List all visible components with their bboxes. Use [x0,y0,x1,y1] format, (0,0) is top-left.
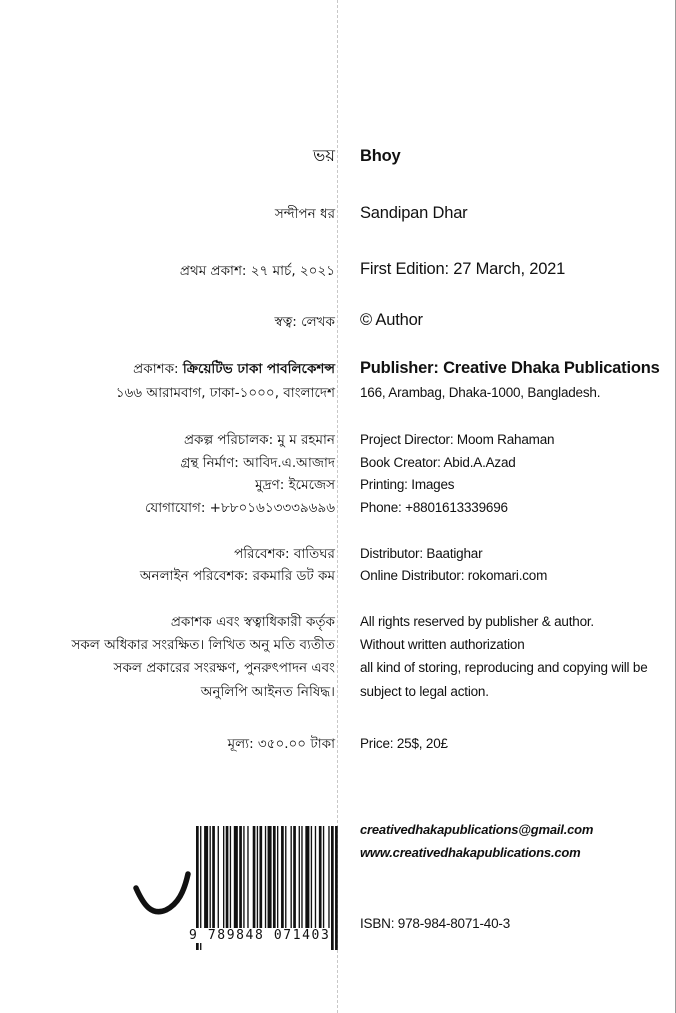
barcode-bar [301,826,302,938]
barcode-bar [323,826,324,938]
english-copyright: © Author [360,311,423,329]
barcode-bar [299,826,300,938]
barcode-bar [247,826,248,938]
bengali-rights-line: সকল প্রকারের সংরক্ষণ, পুনরুৎপাদন এবং [113,660,335,676]
english-publisher: Publisher: Creative Dhaka Publications [360,359,660,377]
bengali-printing: মুদ্রণ: ইমেজেস [255,477,335,493]
barcode-bar [212,826,215,938]
english-book-creator: Book Creator: Abid.A.Azad [360,455,516,470]
barcode-bar [223,826,224,938]
bengali-publisher-label: প্রকাশক: [133,361,179,377]
barcode-bar [293,826,296,938]
english-title: Bhoy [360,147,401,165]
bengali-rights-line: প্রকাশক এবং স্বত্বাধিকারী কর্তৃক [170,614,335,630]
english-isbn: ISBN: 978-984-8071-40-3 [360,916,510,931]
bengali-phone: যোগাযোগ: +৮৮০১৬১৩৩৩৯৬৯৬ [144,500,335,516]
barcode-digits: 9 789848 071403 [189,928,331,943]
barcode-bar [257,826,258,938]
bengali-online-distributor: অনলাইন পরিবেশক: রকমারি ডট কম [139,568,335,584]
barcode-bar [285,826,286,938]
barcode-bar [319,826,322,938]
english-distributor: Distributor: Baatighar [360,546,483,561]
barcode-bar [315,826,316,938]
barcode-bar [210,826,211,938]
english-printing: Printing: Images [360,477,455,492]
barcode-bar [273,826,276,938]
barcode-bar [305,826,309,938]
barcode-bar [328,826,329,938]
english-project-director: Project Director: Moom Rahaman [360,432,555,447]
bengali-publisher [133,360,335,378]
barcode-bar [204,826,208,938]
barcode-bar [243,826,244,938]
barcode-bar [277,826,278,938]
bengali-distributor: পরিবেশক: বাতিঘর [234,546,335,562]
english-rights-line: all kind of storing, reproducing and copying will be [360,660,648,675]
barcode-bar [291,826,292,938]
bengali-copyright: স্বত্ব: লেখক [274,314,335,330]
bengali-price: মূল্য: ৩৫০.০০ টাকা [227,736,335,752]
barcode-bar [234,826,238,938]
barcode-bar [230,826,231,938]
bengali-project-director: প্রকল্প পরিচালক: মু ম রহমান [183,432,335,448]
barcode-bar [268,826,272,938]
bengali-title: ভয় [312,146,335,165]
barcode-bar [253,826,256,938]
barcode-bar [335,826,338,950]
barcode-bar [259,826,262,938]
english-website: www.creativedhakapublications.com [360,845,581,860]
barcode-bar [311,826,312,938]
english-address: 166, Arambag, Dhaka-1000, Bangladesh. [360,385,601,400]
english-first-edition: First Edition: 27 March, 2021 [360,260,566,278]
english-author: Sandipan Dhar [360,204,468,222]
bengali-rights-line: সকল অধিকার সংরক্ষিত। লিখিত অনু মতি ব্যতীত [71,637,335,653]
bengali-publisher-name: ক্রিয়েটিভ ঢাকা পাবলিকেশন্স [182,361,335,377]
bengali-rights-line: অনুলিপি আইনত নিষিদ্ধ। [200,684,335,700]
bengali-book-creator: গ্রন্থ নির্মাণ: আবিদ.এ.আজাদ [180,455,335,471]
barcode-bar [239,826,242,938]
english-online-distributor: Online Distributor: rokomari.com [360,568,548,583]
bengali-author: সন্দীপন ধর [274,206,335,222]
bengali-first-edition: প্রথম প্রকাশ: ২৭ মার্চ, ২০২১ [179,263,335,279]
bengali-address: ১৬৬ আরামবাগ, ঢাকা-১০০০, বাংলাদেশ [115,385,335,401]
barcode-bar [265,826,266,938]
english-phone: Phone: +8801613339696 [360,500,508,515]
english-price: Price: 25$, 20£ [360,736,448,751]
english-rights-line: Without written authorization [360,637,525,652]
english-rights-line: All rights reserved by publisher & author. [360,614,594,629]
barcode-bar [218,826,219,938]
barcode-bar [281,826,284,938]
publisher-logo-mark [136,874,188,912]
english-rights-line: subject to legal action. [360,684,489,699]
barcode-bar [226,826,229,938]
english-email: creativedhakapublications@gmail.com [360,822,594,837]
